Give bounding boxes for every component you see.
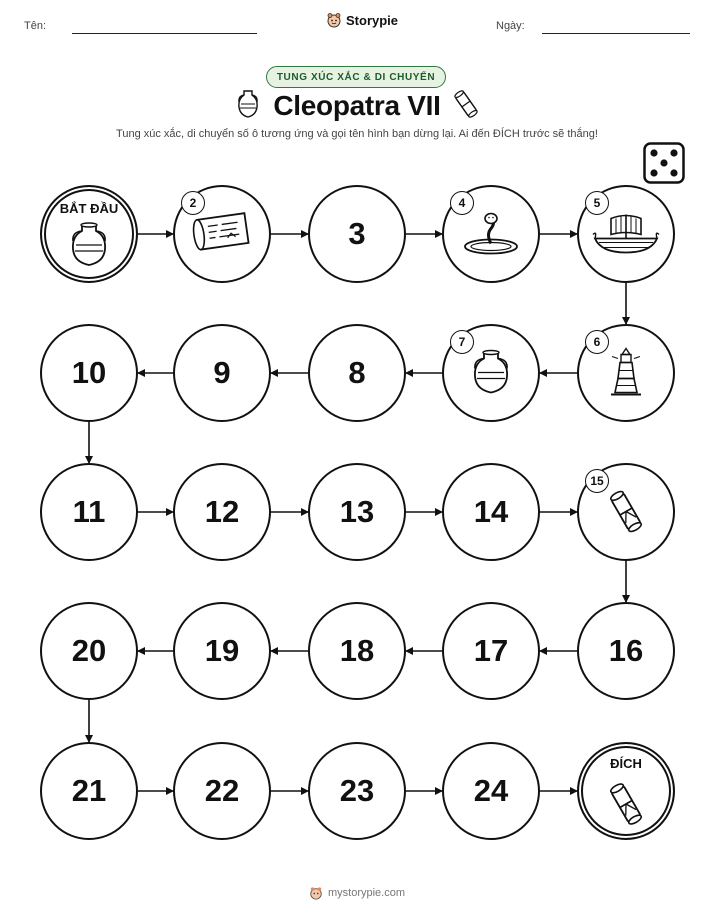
start-label: BẮT ĐẦU <box>59 201 119 216</box>
cell-number: 20 <box>71 633 107 668</box>
cell-number: 10 <box>71 355 107 390</box>
cell-number: 21 <box>71 773 107 808</box>
footer-site: mystorypie.com <box>327 887 406 899</box>
finish-label: ĐÍCH <box>610 756 642 771</box>
cell-number: 13 <box>339 494 375 529</box>
cell-number: 18 <box>339 633 375 668</box>
cell-number: 16 <box>608 633 644 668</box>
name-label: Tên: <box>24 20 47 32</box>
game-type-badge: TUNG XÚC XẮC & DI CHUYỂN <box>266 66 446 88</box>
cell-number: 11 <box>72 494 106 529</box>
cell-number-badge: 4 <box>450 191 474 215</box>
cell-number: 8 <box>348 355 366 390</box>
footer <box>0 886 714 900</box>
cell-number-badge: 15 <box>585 469 609 493</box>
cell-number: 19 <box>204 633 240 668</box>
cell-number: 23 <box>339 773 375 808</box>
cell-number-badge: 2 <box>181 191 205 215</box>
cell-number-badge: 6 <box>585 330 609 354</box>
cell-number: 3 <box>348 216 366 251</box>
cell-number: 9 <box>213 355 231 390</box>
brand-name: Storypie <box>346 12 399 28</box>
cell-number: 22 <box>204 773 240 808</box>
date-label: Ngày: <box>496 20 525 32</box>
cell-number-badge: 7 <box>450 330 474 354</box>
cell-number: 17 <box>473 633 509 668</box>
cell-number: 14 <box>473 494 509 529</box>
cell-number-badge: 5 <box>585 191 609 215</box>
storypie-mascot-icon <box>309 886 323 900</box>
cell-number: 24 <box>473 773 509 808</box>
instructions: Tung xúc xắc, di chuyển số ô tương ứng và gọi tên hình bạn dừng lại. Ai đến ĐÍCH trước sẽ thắng! <box>116 128 598 140</box>
cell-number: 12 <box>204 494 240 529</box>
page-title: Cleopatra VII <box>273 90 441 121</box>
